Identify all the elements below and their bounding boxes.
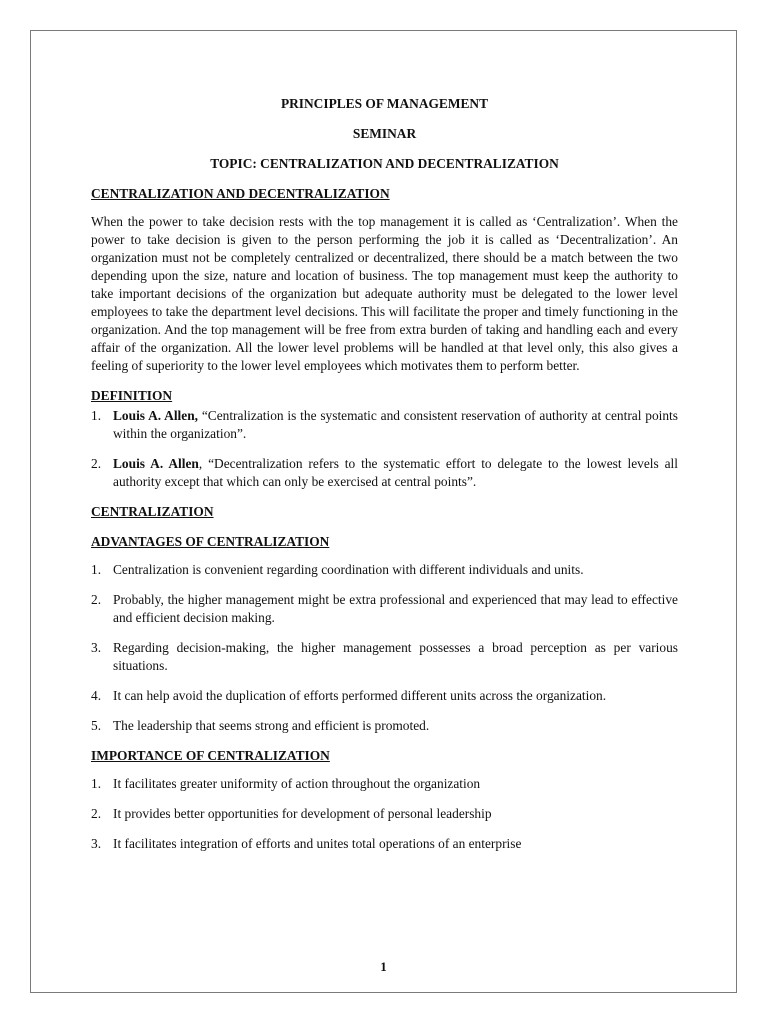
list-text: It can help avoid the duplication of efforts performed different units across the organization. — [113, 688, 607, 703]
list-number: 1. — [91, 562, 102, 577]
list-item — [91, 805, 678, 823]
list-text: Regarding decision-making, the higher management possesses a broad perception as per various situations. — [113, 640, 678, 673]
intro-paragraph: When the power to take decision rests with the top management it is called as ‘Centralization’. When the power to take decision is given to the person performing the job it is called as ‘Decentralization’. An organization must not be completely centralized or decentralized, there should be a match between the two depending upon the size, nature and location of business. The top management must keep the authority to take important decisions of the organization but adequate authority must be delegated to the lower level employees to take the department level decisions. This will facilitate the proper and timely functioning in the organization. And the top management will be free from extra burden of taking and handling each and every affair of the organization. All the lower level problems will be handled at that level only, this also gives a feeling of superiority to the lower level employees which motivates them to perform better. — [91, 214, 678, 373]
document-topic: TOPIC: CENTRALIZATION AND DECENTRALIZATION — [210, 156, 559, 171]
advantages-list — [91, 561, 678, 735]
section-heading-importance: IMPORTANCE OF CENTRALIZATION — [91, 748, 330, 763]
list-item — [91, 687, 678, 705]
definition-list — [91, 407, 678, 491]
document-title: PRINCIPLES OF MANAGEMENT — [280, 96, 489, 111]
list-text: It facilitates integration of efforts and unites total operations of an enterprise — [113, 836, 522, 851]
importance-list — [91, 775, 678, 853]
list-item — [91, 561, 678, 579]
list-number: 1. — [91, 776, 102, 791]
list-item — [91, 591, 678, 627]
list-number: 3. — [91, 640, 102, 655]
section-heading-centralization: CENTRALIZATION — [91, 504, 214, 519]
definition-text: , “Decentralization refers to the systematic effort to delegate to the lowest levels all authority except that which can only be exercised at central points”. — [113, 456, 678, 489]
list-number: 2. — [91, 592, 102, 607]
list-number: 3. — [91, 836, 102, 851]
list-item — [91, 407, 678, 443]
section-heading-advantages: ADVANTAGES OF CENTRALIZATION — [91, 534, 330, 549]
section-heading-intro: CENTRALIZATION AND DECENTRALIZATION — [91, 186, 390, 201]
document-subtitle: SEMINAR — [352, 126, 417, 141]
list-item — [91, 717, 678, 735]
definition-text: “Centralization is the systematic and consistent reservation of authority at central points within the organization”. — [113, 408, 678, 441]
page-number: 1 — [380, 959, 387, 974]
list-text: Centralization is convenient regarding coordination with different individuals and units. — [113, 562, 584, 577]
document-page — [30, 30, 737, 993]
page-content — [91, 91, 678, 865]
section-heading-definition: DEFINITION — [91, 388, 173, 403]
list-item — [91, 639, 678, 675]
list-text: Probably, the higher management might be extra professional and experienced that may lead to effective and efficient decision making. — [113, 592, 678, 625]
list-text: The leadership that seems strong and efficient is promoted. — [113, 718, 430, 733]
list-item — [91, 455, 678, 491]
list-number: 4. — [91, 688, 102, 703]
list-number: 2. — [91, 456, 102, 471]
list-item — [91, 835, 678, 853]
list-number: 2. — [91, 806, 102, 821]
list-text: It provides better opportunities for development of personal leadership — [113, 806, 492, 821]
list-number: 1. — [91, 408, 102, 423]
author-name: Louis A. Allen, — [113, 408, 199, 423]
list-item — [91, 775, 678, 793]
author-name: Louis A. Allen — [113, 456, 199, 471]
list-number: 5. — [91, 718, 102, 733]
list-text: It facilitates greater uniformity of action throughout the organization — [113, 776, 481, 791]
